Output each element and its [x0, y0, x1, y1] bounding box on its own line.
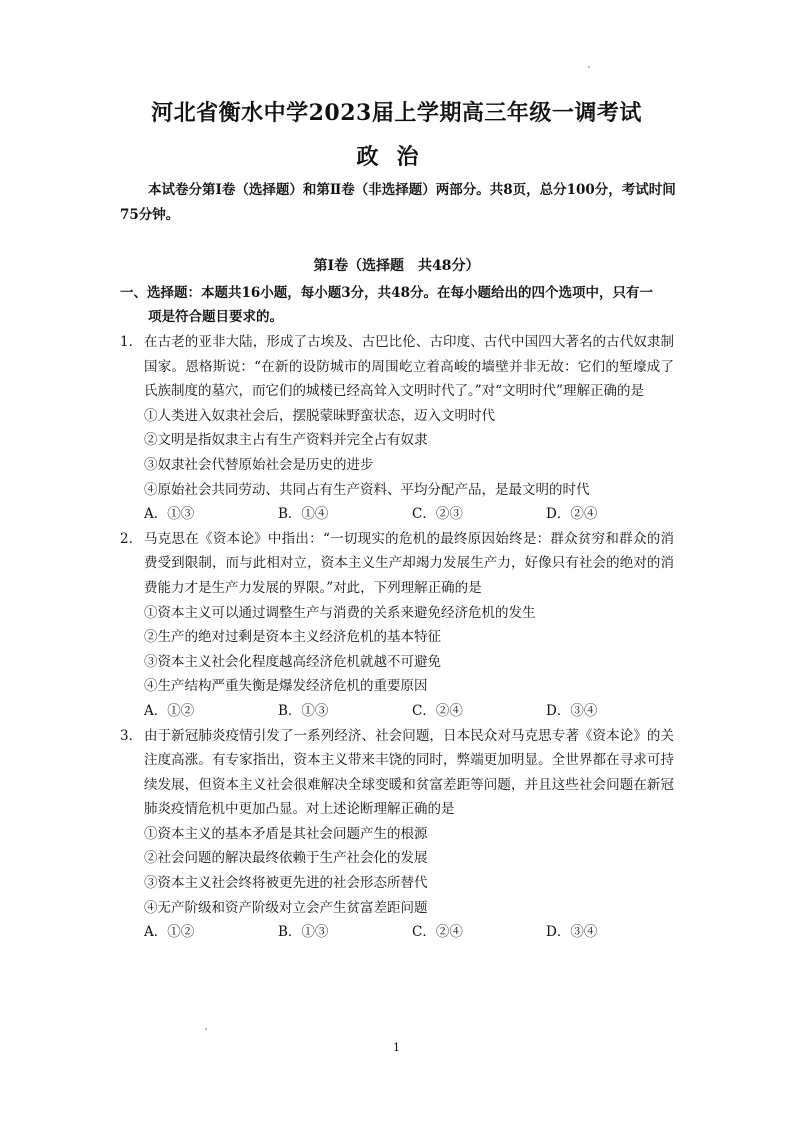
exam-title: 河北省衡水中学2023届上学期高三年级一调考试	[151, 100, 642, 126]
statement-option: ②文明是指奴隶主占有生产资料并完全占有奴隶	[144, 432, 428, 449]
page-number: 1	[393, 1041, 400, 1054]
statement-option: ④无产阶级和资产阶级对立会产生贫富差距问题	[144, 899, 428, 916]
question-3	[120, 724, 680, 945]
statement-option: ④原始社会共同劳动、共同占有生产资料、平均分配产品，是最文明的时代	[144, 481, 590, 498]
section-instruction	[120, 281, 680, 329]
question-stem: 马克思在《资本论》中指出：“一切现实的危机的最终原因始终是：群众贫穷和群众的消费受到限制，而与此相对立，资本主义生产却竭力发展生产力，好像只有社会的绝对的消费能力才是生产力发展的界限。”对此，下列理解正确的是	[144, 530, 674, 596]
choice-c: C．②③	[412, 506, 463, 523]
question-list	[120, 330, 680, 945]
choice-d: D．③④	[546, 924, 598, 941]
statement-option: ①人类进入奴隶社会后，摆脱蒙昧野蛮状态，迈入文明时代	[144, 407, 495, 424]
statement-option: ①资本主义的基本矛盾是其社会问题产生的根源	[144, 825, 428, 842]
statement-option: ②生产的绝对过剩是资本主义经济危机的基本特征	[144, 629, 441, 646]
choice-a: A．①③	[144, 506, 195, 523]
statement-option: ③奴隶社会代替原始社会是历史的进步	[144, 456, 374, 473]
choice-c: C．②④	[412, 924, 463, 941]
question-number: 2．	[120, 530, 143, 547]
statement-option: ②社会问题的解决最终依赖于生产社会化的发展	[144, 850, 428, 867]
choice-b: B．①③	[278, 924, 329, 941]
choice-d: D．②④	[546, 506, 598, 523]
answer-choices	[120, 502, 680, 527]
question-number: 1．	[120, 334, 143, 350]
instruction-line: 项是符合题目要求的。	[148, 309, 283, 325]
choice-b: B．①③	[278, 702, 329, 719]
statement-option: ④生产结构严重失衡是爆发经济危机的重要原因	[144, 678, 428, 695]
statement-option: ③资本主义社会化程度越高经济危机就越不可避免	[144, 653, 441, 670]
question-number: 3．	[120, 727, 143, 744]
question-stem: 在古老的亚非大陆，形成了古埃及、古巴比伦、古印度、古代中国四大著名的古代奴隶制国家。恩格斯说：“在新的设防城市的周围屹立着高峻的墙壁并非无故：它们的堑壕成了氏族制度的墓穴，而它们的城楼已经高耸入文明时代了。”对“文明时代”理解正确的是	[144, 334, 674, 400]
choice-d: D．③④	[546, 702, 598, 719]
question-stem: 由于新冠肺炎疫情引发了一系列经济、社会问题，日本民众对马克思专著《资本论》的关注度高涨。有专家指出，资本主义带来丰饶的同时，弊端更加明显。全世界都在寻求可持续发展，但资本主义社会很难解决全球变暖和贫富差距等问题，并且这些社会问题在新冠肺炎疫情危机中更加凸显。对上述论断理解正确的是	[144, 727, 674, 818]
question-2	[120, 527, 680, 724]
choice-a: A．①②	[144, 702, 195, 719]
question-1	[120, 330, 680, 527]
exam-intro: 本试卷分第I卷（选择题）和第Ⅱ卷（非选择题）两部分。共8页，总分100分，考试时间75分钟。	[120, 182, 676, 223]
choice-b: B．①④	[278, 506, 329, 523]
choice-c: C．②④	[412, 702, 463, 719]
scan-speck	[588, 66, 590, 68]
answer-choices	[120, 920, 680, 945]
answer-choices	[120, 699, 680, 724]
statement-option: ①资本主义可以通过调整生产与消费的关系来避免经济危机的发生	[144, 604, 536, 621]
scan-speck	[205, 1028, 207, 1030]
section-title: 第I卷（选择题 共48分）	[313, 258, 480, 274]
subject-title: 政治	[356, 144, 437, 170]
instruction-line: 一、选择题：本题共16小题，每小题3分，共48分。在每小题给出的四个选项中，只有一	[120, 285, 653, 301]
statement-option: ③资本主义社会终将被更先进的社会形态所替代	[144, 875, 428, 892]
choice-a: A．①②	[144, 924, 195, 941]
